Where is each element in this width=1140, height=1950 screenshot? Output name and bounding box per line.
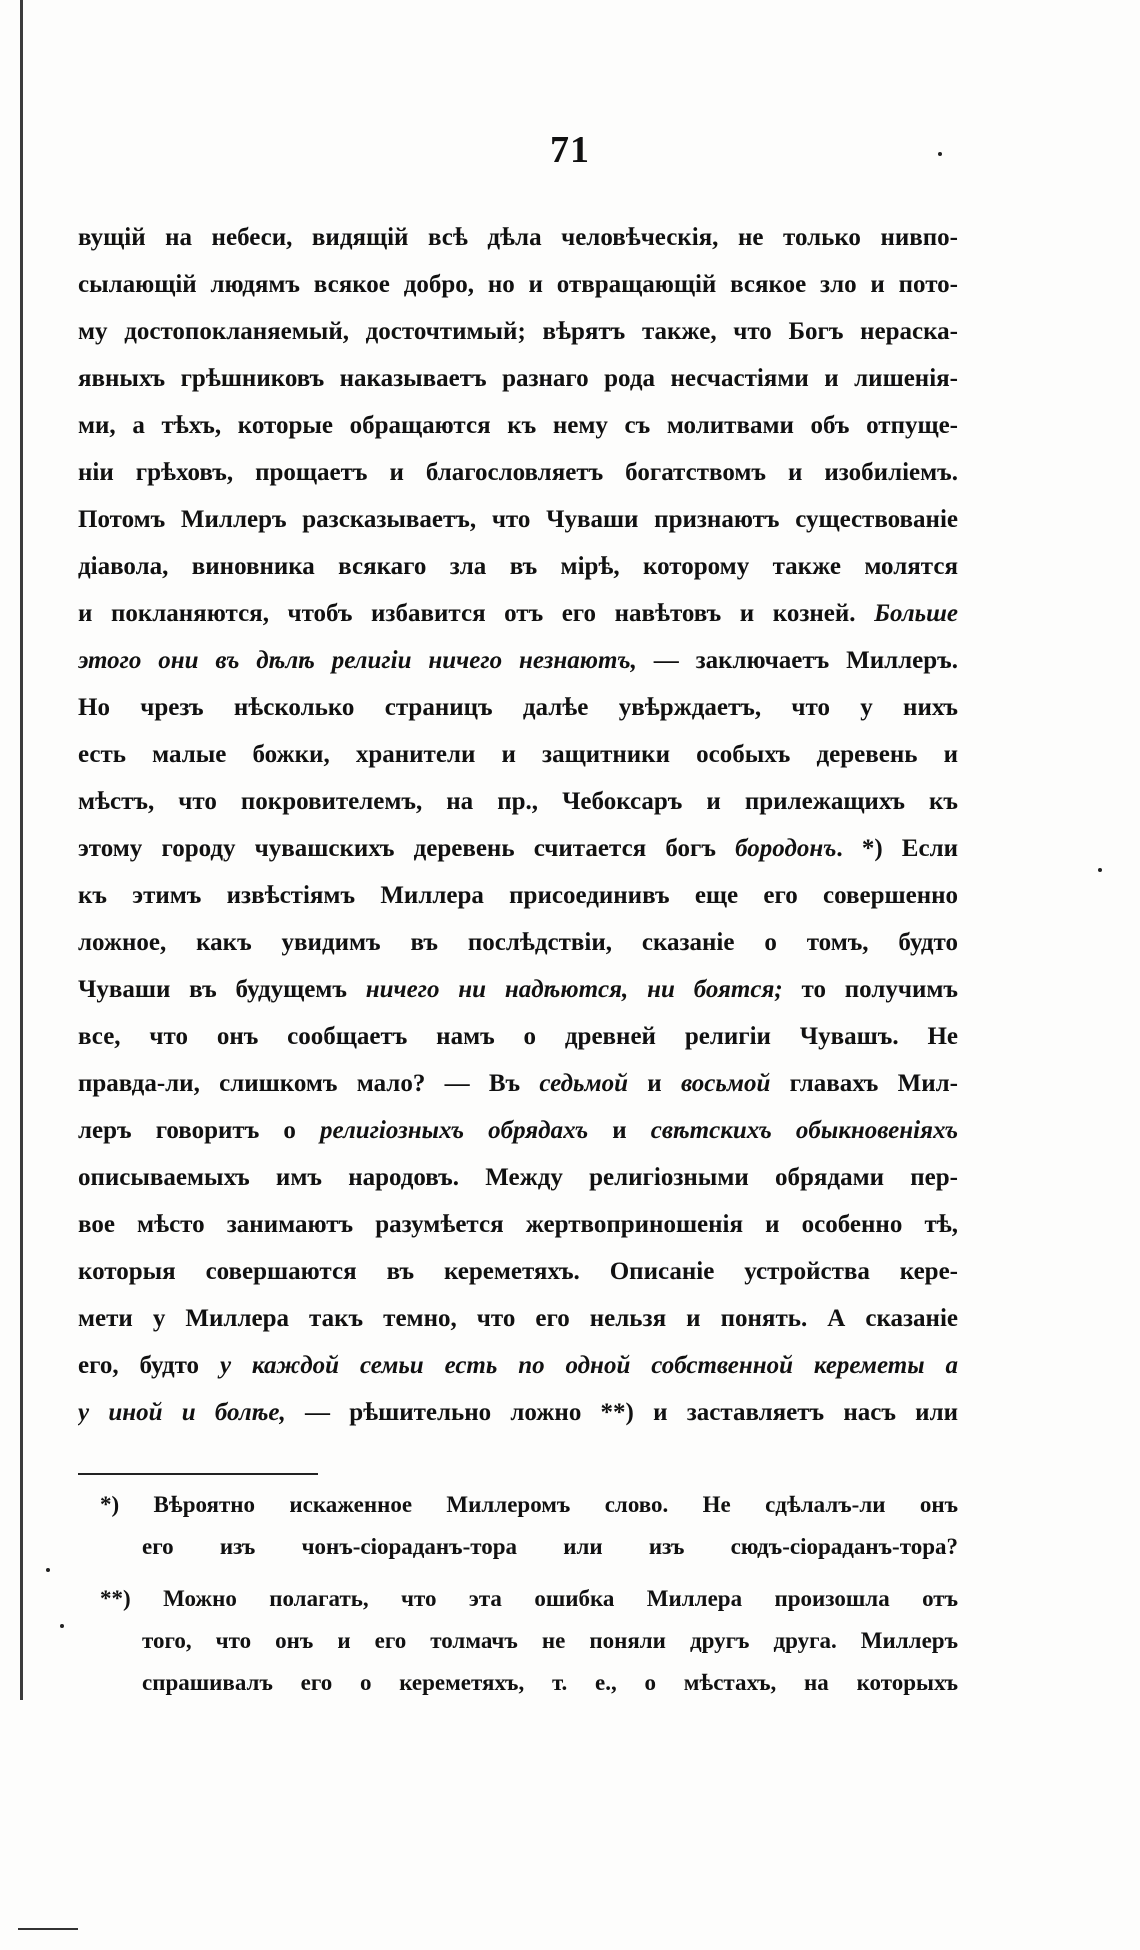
text-span: му достопокланяемый, досточтимый; вѣрятъ также, что Богъ нераска- [78,318,958,345]
text-line [78,402,958,449]
text-span: ложное, какъ увидимъ въ послѣдствіи, сказаніе о томъ, будто [78,929,958,956]
body-text [78,214,958,1436]
page-edge-shadow [20,0,23,1700]
text-span: описываемыхъ имъ народовъ. Между религіозными обрядами пер- [78,1164,958,1191]
scan-speck [60,1624,64,1628]
text-span: вое мѣсто занимаютъ разумѣется жертвоприношенія и особенно тѣ, [78,1211,958,1238]
text-line [78,1389,958,1436]
text-span: этому городу чувашскихъ деревень считается богъ [78,835,736,862]
italic-span: восьмой [680,1070,771,1097]
text-span: — рѣшительно ложно **) и заставляетъ насъ или [285,1399,958,1426]
text-span: Но чрезъ нѣсколько страницъ далѣе увѣрждаетъ, что у нихъ [78,694,958,721]
footnote-text: его изъ чонъ-сіораданъ-тора или изъ сюдъ-сіораданъ-тора? [142,1534,958,1559]
italic-span: этого они въ дѣлѣ религіи ничего незнаютъ, [78,647,637,674]
text-line [78,1013,958,1060]
scan-speck [938,152,942,156]
text-span: ми, а тѣхъ, которые обращаются къ нему съ молитвами объ отпуще- [78,412,958,439]
text-line [78,919,958,966]
text-span: къ этимъ извѣстіямъ Миллера присоединивъ еще его совершенно [78,882,958,909]
text-span: мѣстъ, что покровителемъ, на пр., Чебоксаръ и прилежащихъ къ [78,788,958,815]
text-span: и [588,1117,651,1144]
page-number: 71 [550,129,590,171]
text-line [78,214,958,261]
text-line [78,1060,958,1107]
footnote-text: того, что онъ и его толмачъ не поняли другъ друга. Миллеръ [142,1628,958,1653]
text-line [78,778,958,825]
text-line [78,1342,958,1389]
footnote-line [100,1484,958,1526]
footnote [100,1484,958,1568]
text-span: . *) Если [836,835,958,862]
footnote-text: спрашивалъ его о кереметяхъ, т. е., о мѣстахъ, на которыхъ [142,1670,958,1695]
footnote-line [100,1578,958,1620]
italic-span: религіозныхъ обрядахъ [319,1117,589,1144]
text-line [78,1295,958,1342]
footnote-line [100,1662,958,1704]
text-span: и [628,1070,681,1097]
footnote-line [100,1526,958,1568]
text-line [78,355,958,402]
text-line [78,1154,958,1201]
text-line [78,966,958,1013]
italic-span: бородонъ [735,835,837,862]
italic-span: у иной и болѣе, [78,1399,286,1426]
text-span: которыя совершаются въ кереметяхъ. Описаніе устройства кере- [78,1258,958,1285]
text-line [78,449,958,496]
text-line [78,1248,958,1295]
text-span: леръ говоритъ о [78,1117,320,1144]
text-span: его, будто [78,1352,220,1379]
text-span: правда-ли, слишкомъ мало? — Въ [78,1070,540,1097]
text-line [78,1201,958,1248]
text-span: явныхъ грѣшниковъ наказываетъ разнаго рода несчастіями и лишенія- [78,365,958,392]
text-line [78,731,958,778]
italic-span: ничего ни надѣются, ни боятся; [365,976,783,1003]
text-line [78,637,958,684]
text-span: Потомъ Миллеръ разсказываетъ, что Чуваши признаютъ существованіе [78,506,958,533]
italic-span: свѣтскихъ обыкновеніяхъ [650,1117,958,1144]
text-line [78,1107,958,1154]
text-span: сылающій людямъ всякое добро, но и отвращающій всякое зло и пото- [78,271,958,298]
italic-span: Больше [874,600,958,627]
italic-span: у каждой семьи есть по одной собственной кереметы а [219,1352,958,1379]
text-span: мети у Миллера такъ темно, что его нельзя и понять. А сказаніе [78,1305,958,1332]
footnote-text: Вѣроятно искаженное Миллеромъ слово. Не сдѣлалъ-ли онъ [153,1492,958,1517]
text-line [78,261,958,308]
text-span: все, что онъ сообщаетъ намъ о древней религіи Чувашъ. Не [78,1023,958,1050]
text-span: вущій на небеси, видящій всѣ дѣла человѣческія, не только нивпо- [78,224,958,251]
text-span: — заключаетъ Миллеръ. [636,647,958,674]
italic-span: седьмой [539,1070,628,1097]
footnote [100,1578,958,1704]
text-line [78,872,958,919]
text-span: ніи грѣховъ, прощаетъ и благословляетъ богатствомъ и изобиліемъ. [78,459,958,486]
text-line [78,825,958,872]
footnote-marker: *) [100,1492,120,1517]
text-line [78,543,958,590]
text-line [78,590,958,637]
text-span: главахъ Мил- [770,1070,958,1097]
scan-speck [1098,868,1102,872]
text-line [78,496,958,543]
footnote-marker: **) [100,1586,131,1611]
text-span: Чуваши въ будущемъ [78,976,366,1003]
text-span: и покланяются, чтобъ избавится отъ его навѣтовъ и козней. [78,600,875,627]
footnote-text: Можно полагать, что эта ошибка Миллера произошла отъ [163,1586,958,1611]
footnote-separator [78,1473,318,1475]
scan-speck [46,1568,50,1572]
footnotes [100,1484,958,1704]
text-line [78,308,958,355]
text-span: діавола, виновника всякаго зла въ мірѣ, которому также молятся [78,553,958,580]
text-span: то получимъ [782,976,958,1003]
text-line [78,684,958,731]
footnote-line [100,1620,958,1662]
text-span: есть малые божки, хранители и защитники особыхъ деревень и [78,741,958,768]
scan-mark [18,1928,78,1930]
